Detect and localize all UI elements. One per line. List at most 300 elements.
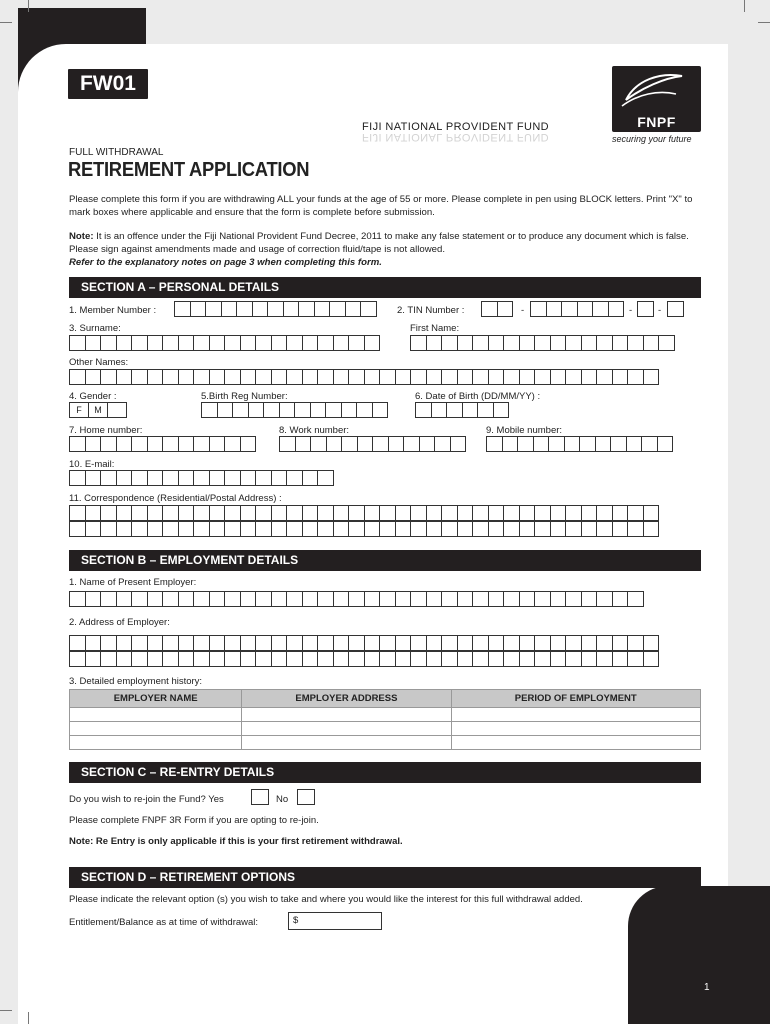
character-box[interactable] — [534, 369, 551, 385]
character-box[interactable] — [131, 436, 148, 452]
character-box[interactable] — [561, 301, 578, 317]
character-box[interactable] — [379, 635, 396, 651]
character-box[interactable] — [596, 635, 613, 651]
character-box[interactable] — [255, 505, 272, 521]
character-box[interactable] — [240, 591, 257, 607]
character-box[interactable] — [472, 335, 489, 351]
character-box[interactable] — [612, 651, 629, 667]
character-box[interactable] — [565, 651, 582, 667]
character-box[interactable] — [298, 301, 315, 317]
character-box[interactable] — [364, 521, 381, 537]
character-box[interactable] — [240, 335, 257, 351]
character-box[interactable] — [283, 301, 300, 317]
character-box[interactable] — [178, 470, 195, 486]
character-box[interactable] — [279, 436, 296, 452]
gender-extra-box[interactable] — [107, 402, 127, 418]
character-box[interactable] — [326, 436, 343, 452]
character-box[interactable] — [178, 369, 195, 385]
character-box[interactable] — [69, 651, 86, 667]
character-box[interactable] — [333, 369, 350, 385]
character-box[interactable] — [596, 335, 613, 351]
character-box[interactable] — [610, 436, 627, 452]
character-box[interactable] — [131, 521, 148, 537]
character-box[interactable] — [317, 635, 334, 651]
character-box[interactable] — [193, 521, 210, 537]
character-box[interactable] — [131, 635, 148, 651]
character-box[interactable] — [395, 651, 412, 667]
character-box[interactable] — [116, 635, 133, 651]
character-box[interactable] — [550, 335, 567, 351]
character-box[interactable] — [426, 335, 443, 351]
character-box[interactable] — [147, 335, 164, 351]
character-box[interactable] — [410, 521, 427, 537]
character-box[interactable] — [85, 436, 102, 452]
character-box[interactable] — [534, 591, 551, 607]
character-box[interactable] — [255, 591, 272, 607]
character-box[interactable] — [643, 335, 660, 351]
character-box[interactable] — [131, 505, 148, 521]
character-box[interactable] — [441, 521, 458, 537]
character-box[interactable] — [581, 521, 598, 537]
character-box[interactable] — [162, 436, 179, 452]
character-box[interactable] — [116, 651, 133, 667]
character-box[interactable] — [286, 591, 303, 607]
character-box[interactable] — [534, 505, 551, 521]
character-box[interactable] — [224, 635, 241, 651]
character-box[interactable] — [255, 369, 272, 385]
character-box[interactable] — [348, 521, 365, 537]
character-box[interactable] — [255, 521, 272, 537]
character-box[interactable] — [116, 335, 133, 351]
work-number-field[interactable] — [279, 436, 465, 452]
character-box[interactable] — [100, 335, 117, 351]
character-box[interactable] — [271, 591, 288, 607]
character-box[interactable] — [286, 635, 303, 651]
character-box[interactable] — [534, 651, 551, 667]
character-box[interactable] — [643, 505, 660, 521]
character-box[interactable] — [100, 591, 117, 607]
character-box[interactable] — [190, 301, 207, 317]
character-box[interactable] — [410, 369, 427, 385]
character-box[interactable] — [255, 651, 272, 667]
character-box[interactable] — [286, 470, 303, 486]
character-box[interactable] — [488, 591, 505, 607]
character-box[interactable] — [100, 651, 117, 667]
character-box[interactable] — [434, 436, 451, 452]
character-box[interactable] — [450, 436, 467, 452]
character-box[interactable] — [457, 369, 474, 385]
character-box[interactable] — [426, 369, 443, 385]
character-box[interactable] — [364, 335, 381, 351]
character-box[interactable] — [612, 521, 629, 537]
character-box[interactable] — [271, 369, 288, 385]
character-box[interactable] — [627, 369, 644, 385]
character-box[interactable] — [333, 635, 350, 651]
character-box[interactable] — [643, 635, 660, 651]
character-box[interactable] — [419, 436, 436, 452]
character-box[interactable] — [178, 635, 195, 651]
character-box[interactable] — [286, 651, 303, 667]
character-box[interactable] — [224, 335, 241, 351]
character-box[interactable] — [565, 635, 582, 651]
character-box[interactable] — [534, 635, 551, 651]
character-box[interactable] — [147, 651, 164, 667]
gender-m-checkbox[interactable]: M — [88, 402, 108, 418]
character-box[interactable] — [302, 335, 319, 351]
character-box[interactable] — [240, 635, 257, 651]
character-box[interactable] — [395, 369, 412, 385]
character-box[interactable] — [271, 635, 288, 651]
table-cell[interactable] — [70, 722, 242, 736]
character-box[interactable] — [627, 335, 644, 351]
character-box[interactable] — [457, 505, 474, 521]
character-box[interactable] — [162, 635, 179, 651]
character-box[interactable] — [69, 369, 86, 385]
character-box[interactable] — [85, 335, 102, 351]
surname-field[interactable] — [69, 335, 379, 351]
character-box[interactable] — [317, 521, 334, 537]
character-box[interactable] — [209, 591, 226, 607]
character-box[interactable] — [472, 505, 489, 521]
character-box[interactable] — [232, 402, 249, 418]
character-box[interactable] — [100, 369, 117, 385]
character-box[interactable] — [174, 301, 191, 317]
character-box[interactable] — [302, 470, 319, 486]
character-box[interactable] — [131, 335, 148, 351]
character-box[interactable] — [395, 635, 412, 651]
character-box[interactable] — [364, 635, 381, 651]
table-cell[interactable] — [70, 708, 242, 722]
character-box[interactable] — [286, 505, 303, 521]
character-box[interactable] — [329, 301, 346, 317]
character-box[interactable] — [379, 505, 396, 521]
character-box[interactable] — [69, 635, 86, 651]
character-box[interactable] — [240, 651, 257, 667]
character-box[interactable] — [565, 521, 582, 537]
character-box[interactable] — [581, 635, 598, 651]
character-box[interactable] — [550, 591, 567, 607]
character-box[interactable] — [193, 470, 210, 486]
character-box[interactable] — [643, 651, 660, 667]
character-box[interactable] — [364, 651, 381, 667]
character-box[interactable] — [85, 635, 102, 651]
character-box[interactable] — [426, 591, 443, 607]
character-box[interactable] — [162, 369, 179, 385]
character-box[interactable] — [457, 591, 474, 607]
character-box[interactable] — [410, 635, 427, 651]
character-box[interactable] — [317, 591, 334, 607]
character-box[interactable] — [348, 591, 365, 607]
character-box[interactable] — [100, 635, 117, 651]
character-box[interactable] — [252, 301, 269, 317]
character-box[interactable] — [658, 335, 675, 351]
character-box[interactable] — [178, 591, 195, 607]
character-box[interactable] — [345, 301, 362, 317]
character-box[interactable] — [564, 436, 581, 452]
character-box[interactable] — [255, 335, 272, 351]
character-box[interactable] — [333, 505, 350, 521]
table-cell[interactable] — [451, 736, 701, 750]
character-box[interactable] — [477, 402, 494, 418]
character-box[interactable] — [209, 436, 226, 452]
character-box[interactable] — [236, 301, 253, 317]
character-box[interactable] — [643, 369, 660, 385]
email-field[interactable] — [69, 470, 333, 486]
character-box[interactable] — [116, 521, 133, 537]
character-box[interactable] — [85, 369, 102, 385]
character-box[interactable] — [69, 521, 86, 537]
character-box[interactable] — [503, 335, 520, 351]
character-box[interactable] — [472, 369, 489, 385]
character-box[interactable] — [550, 369, 567, 385]
character-box[interactable] — [131, 470, 148, 486]
character-box[interactable] — [116, 369, 133, 385]
character-box[interactable] — [643, 521, 660, 537]
character-box[interactable] — [209, 635, 226, 651]
character-box[interactable] — [209, 651, 226, 667]
character-box[interactable] — [286, 335, 303, 351]
character-box[interactable] — [310, 402, 327, 418]
mobile-number-field[interactable] — [486, 436, 672, 452]
character-box[interactable] — [503, 591, 520, 607]
rejoin-yes-checkbox[interactable] — [251, 789, 269, 805]
character-box[interactable] — [317, 369, 334, 385]
character-box[interactable] — [147, 369, 164, 385]
character-box[interactable] — [457, 335, 474, 351]
character-box[interactable] — [641, 436, 658, 452]
employer-address-line-1[interactable] — [69, 635, 658, 651]
character-box[interactable] — [519, 335, 536, 351]
character-box[interactable] — [550, 635, 567, 651]
character-box[interactable] — [100, 470, 117, 486]
tin-part-1[interactable] — [481, 301, 512, 317]
character-box[interactable] — [441, 335, 458, 351]
character-box[interactable] — [441, 505, 458, 521]
character-box[interactable] — [462, 402, 479, 418]
character-box[interactable] — [147, 591, 164, 607]
character-box[interactable] — [410, 591, 427, 607]
character-box[interactable] — [302, 591, 319, 607]
character-box[interactable] — [457, 635, 474, 651]
character-box[interactable] — [533, 436, 550, 452]
character-box[interactable] — [201, 402, 218, 418]
character-box[interactable] — [519, 505, 536, 521]
character-box[interactable] — [209, 505, 226, 521]
character-box[interactable] — [302, 521, 319, 537]
character-box[interactable] — [333, 521, 350, 537]
character-box[interactable] — [592, 301, 609, 317]
character-box[interactable] — [255, 635, 272, 651]
character-box[interactable] — [193, 591, 210, 607]
character-box[interactable] — [534, 521, 551, 537]
character-box[interactable] — [178, 521, 195, 537]
character-box[interactable] — [627, 651, 644, 667]
character-box[interactable] — [209, 521, 226, 537]
character-box[interactable] — [667, 301, 684, 317]
character-box[interactable] — [565, 369, 582, 385]
character-box[interactable] — [612, 635, 629, 651]
character-box[interactable] — [178, 436, 195, 452]
character-box[interactable] — [519, 591, 536, 607]
character-box[interactable] — [193, 369, 210, 385]
character-box[interactable] — [441, 369, 458, 385]
character-box[interactable] — [550, 651, 567, 667]
character-box[interactable] — [178, 651, 195, 667]
character-box[interactable] — [596, 591, 613, 607]
character-box[interactable] — [481, 301, 498, 317]
character-box[interactable] — [446, 402, 463, 418]
character-box[interactable] — [415, 402, 432, 418]
character-box[interactable] — [325, 402, 342, 418]
character-box[interactable] — [457, 521, 474, 537]
character-box[interactable] — [162, 470, 179, 486]
character-box[interactable] — [627, 521, 644, 537]
character-box[interactable] — [317, 470, 334, 486]
character-box[interactable] — [310, 436, 327, 452]
character-box[interactable] — [221, 301, 238, 317]
character-box[interactable] — [271, 521, 288, 537]
character-box[interactable] — [314, 301, 331, 317]
character-box[interactable] — [548, 436, 565, 452]
tin-part-4[interactable] — [667, 301, 683, 317]
character-box[interactable] — [224, 470, 241, 486]
character-box[interactable] — [431, 402, 448, 418]
character-box[interactable] — [612, 505, 629, 521]
character-box[interactable] — [488, 651, 505, 667]
gender-f-checkbox[interactable]: F — [69, 402, 89, 418]
character-box[interactable] — [271, 505, 288, 521]
correspondence-field-line-2[interactable] — [69, 521, 658, 537]
character-box[interactable] — [295, 436, 312, 452]
character-box[interactable] — [596, 369, 613, 385]
character-box[interactable] — [348, 369, 365, 385]
character-box[interactable] — [162, 651, 179, 667]
character-box[interactable] — [497, 301, 514, 317]
character-box[interactable] — [69, 436, 86, 452]
character-box[interactable] — [565, 591, 582, 607]
character-box[interactable] — [410, 335, 427, 351]
character-box[interactable] — [472, 591, 489, 607]
table-cell[interactable] — [451, 722, 701, 736]
character-box[interactable] — [333, 591, 350, 607]
character-box[interactable] — [503, 369, 520, 385]
character-box[interactable] — [565, 505, 582, 521]
character-box[interactable] — [410, 505, 427, 521]
character-box[interactable] — [550, 521, 567, 537]
character-box[interactable] — [317, 505, 334, 521]
character-box[interactable] — [147, 505, 164, 521]
character-box[interactable] — [581, 651, 598, 667]
character-box[interactable] — [85, 591, 102, 607]
character-box[interactable] — [426, 651, 443, 667]
character-box[interactable] — [395, 505, 412, 521]
character-box[interactable] — [565, 335, 582, 351]
character-box[interactable] — [162, 505, 179, 521]
character-box[interactable] — [657, 436, 674, 452]
character-box[interactable] — [441, 651, 458, 667]
character-box[interactable] — [627, 505, 644, 521]
character-box[interactable] — [248, 402, 265, 418]
character-box[interactable] — [596, 505, 613, 521]
character-box[interactable] — [348, 505, 365, 521]
table-cell[interactable] — [70, 736, 242, 750]
employer-address-line-2[interactable] — [69, 651, 658, 667]
character-box[interactable] — [69, 591, 86, 607]
character-box[interactable] — [503, 521, 520, 537]
character-box[interactable] — [627, 635, 644, 651]
character-box[interactable] — [426, 635, 443, 651]
character-box[interactable] — [579, 436, 596, 452]
character-box[interactable] — [546, 301, 563, 317]
tin-part-3[interactable] — [637, 301, 653, 317]
character-box[interactable] — [348, 635, 365, 651]
character-box[interactable] — [147, 470, 164, 486]
character-box[interactable] — [147, 436, 164, 452]
character-box[interactable] — [267, 301, 284, 317]
character-box[interactable] — [457, 651, 474, 667]
character-box[interactable] — [379, 369, 396, 385]
character-box[interactable] — [608, 301, 625, 317]
character-box[interactable] — [116, 505, 133, 521]
correspondence-field-line-1[interactable] — [69, 505, 658, 521]
rejoin-no-checkbox[interactable] — [297, 789, 315, 805]
character-box[interactable] — [294, 402, 311, 418]
character-box[interactable] — [131, 369, 148, 385]
character-box[interactable] — [612, 591, 629, 607]
character-box[interactable] — [519, 651, 536, 667]
home-number-field[interactable] — [69, 436, 255, 452]
character-box[interactable] — [279, 402, 296, 418]
character-box[interactable] — [205, 301, 222, 317]
character-box[interactable] — [403, 436, 420, 452]
character-box[interactable] — [317, 335, 334, 351]
character-box[interactable] — [488, 335, 505, 351]
character-box[interactable] — [426, 521, 443, 537]
character-box[interactable] — [493, 402, 510, 418]
character-box[interactable] — [240, 505, 257, 521]
first-name-field[interactable] — [410, 335, 674, 351]
character-box[interactable] — [131, 651, 148, 667]
character-box[interactable] — [116, 470, 133, 486]
character-box[interactable] — [271, 651, 288, 667]
character-box[interactable] — [240, 470, 257, 486]
character-box[interactable] — [626, 436, 643, 452]
character-box[interactable] — [193, 505, 210, 521]
character-box[interactable] — [581, 591, 598, 607]
character-box[interactable] — [263, 402, 280, 418]
character-box[interactable] — [100, 505, 117, 521]
character-box[interactable] — [612, 369, 629, 385]
character-box[interactable] — [147, 635, 164, 651]
character-box[interactable] — [503, 505, 520, 521]
character-box[interactable] — [488, 635, 505, 651]
character-box[interactable] — [502, 436, 519, 452]
character-box[interactable] — [100, 521, 117, 537]
character-box[interactable] — [530, 301, 547, 317]
character-box[interactable] — [271, 470, 288, 486]
character-box[interactable] — [100, 436, 117, 452]
character-box[interactable] — [69, 470, 86, 486]
character-box[interactable] — [255, 470, 272, 486]
character-box[interactable] — [69, 505, 86, 521]
character-box[interactable] — [379, 591, 396, 607]
character-box[interactable] — [341, 402, 358, 418]
character-box[interactable] — [348, 335, 365, 351]
character-box[interactable] — [85, 651, 102, 667]
character-box[interactable] — [472, 521, 489, 537]
character-box[interactable] — [69, 335, 86, 351]
character-box[interactable] — [356, 402, 373, 418]
